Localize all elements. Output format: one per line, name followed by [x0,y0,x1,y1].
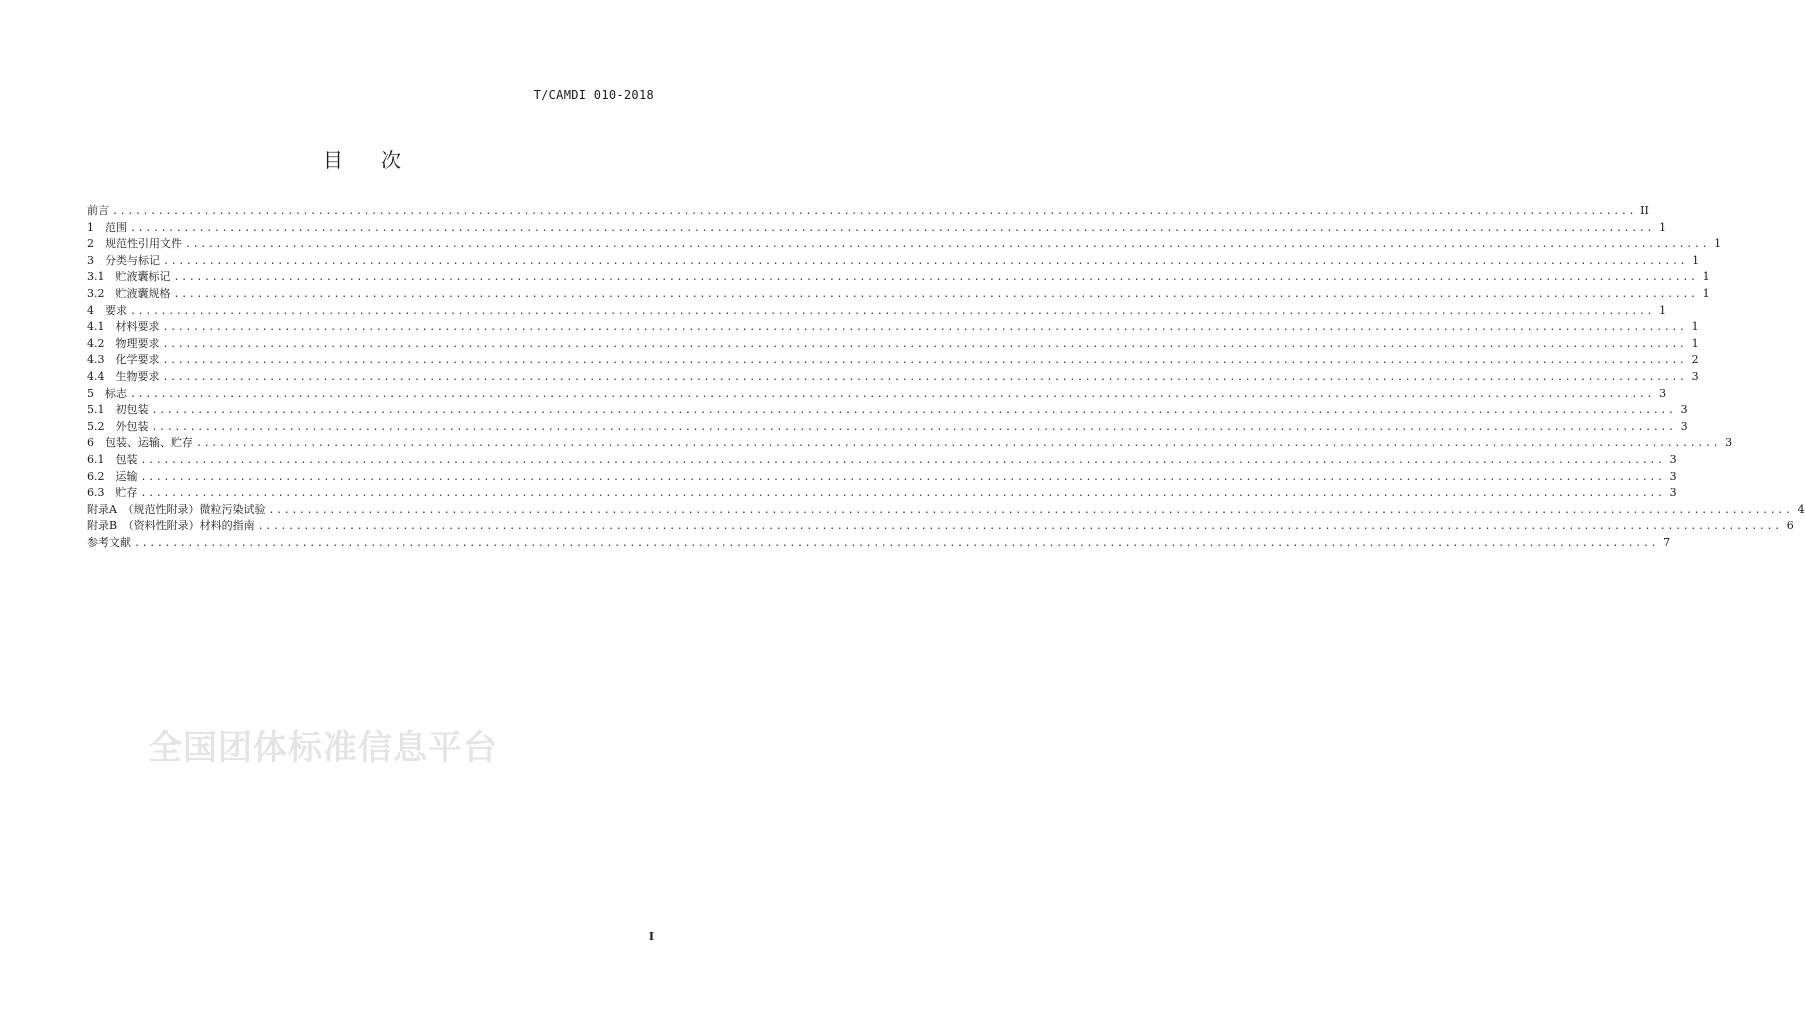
toc-entry[interactable] [87,253,1700,270]
dot-leader: ........................................................................................................................................................................................................ [140,488,1665,500]
toc-entry-page: 1 [1692,253,1700,267]
toc-entry-page: 3 [1691,369,1699,383]
page-number: I [648,930,654,943]
toc-entry-page: 1 [1659,220,1667,234]
dot-leader: ........................................................................................................................................................................................................ [185,239,1710,251]
dot-leader: ........................................................................................................................................................................................................ [173,272,1698,284]
toc-entry[interactable] [87,236,1722,253]
dot-leader: ........................................................................................................................................................................................................ [162,371,1687,383]
dot-leader: ........................................................................................................................................................................................................ [112,206,1637,217]
toc-entry-label: 6 包装、运输、贮存 [87,436,193,450]
toc-entry-label: 4.3 化学要求 [87,353,160,367]
dot-leader: ........................................................................................................................................................................................................ [162,338,1687,350]
toc-entry-label: 5.2 外包装 [87,419,149,433]
toc-entry-label: 前言 [87,204,109,217]
toc-entry-page: 1 [1702,286,1710,300]
toc-entry[interactable] [87,269,1710,286]
dot-leader: ........................................................................................................................................................................................................ [134,537,1659,549]
toc-entry[interactable] [87,452,1677,469]
toc-entry[interactable] [87,352,1699,369]
toc-entry-label: 5 标志 [87,386,127,400]
toc-entry[interactable] [87,535,1671,552]
toc-entry-page: 3 [1669,469,1677,483]
toc-entry-label: 4 要求 [87,303,127,317]
dot-leader: ........................................................................................................................................................................................................ [173,288,1698,300]
toc-entry-page: 1 [1702,270,1710,284]
toc-entry-page: 3 [1725,436,1733,450]
toc-entry-label: 附录A （规范性附录）微粒污染试验 [87,502,266,516]
toc-entry[interactable] [87,469,1677,486]
dot-leader: ........................................................................................................................................................................................................ [257,521,1782,533]
toc-entry-page: 4 [1797,502,1805,516]
dot-leader: ........................................................................................................................................................................................................ [162,355,1687,367]
document-id: T/CAMDI 010-2018 [533,88,654,102]
dot-leader: ........................................................................................................................................................................................................ [130,222,1655,234]
toc-entry[interactable] [87,203,1649,220]
toc-entry-label: 3.1 贮液囊标记 [87,270,171,284]
title-char-2: 次 [381,148,401,172]
toc-entry-page: 1 [1691,336,1699,350]
dot-leader: ........................................................................................................................................................................................................ [130,388,1655,400]
toc-entry[interactable] [87,303,1667,320]
toc-entry-page: 6 [1786,519,1794,533]
watermark: 全国团体标准信息平台 [148,728,498,768]
toc-entry-label: 4.2 物理要求 [87,336,160,350]
dot-leader: ........................................................................................................................................................................................................ [151,405,1676,417]
toc-entry-label: 5.1 初包装 [87,403,149,417]
dot-leader: ........................................................................................................................................................................................................ [151,421,1676,433]
toc-entry-label: 4.4 生物要求 [87,369,160,383]
toc-entry-page: 3 [1669,452,1677,466]
toc-entry[interactable] [87,369,1699,386]
toc-entry-page: 2 [1691,353,1699,367]
toc-entry-label: 3.2 贮液囊规格 [87,286,171,300]
dot-leader: ........................................................................................................................................................................................................ [268,504,1793,516]
title-char-1: 目 [323,148,343,172]
toc-entry[interactable] [87,502,1805,519]
toc-entry[interactable] [87,286,1710,303]
toc-entry[interactable] [87,518,1794,535]
toc-entry-label: 3 分类与标记 [87,253,160,267]
dot-leader: ........................................................................................................................................................................................................ [163,255,1688,267]
dot-leader: ........................................................................................................................................................................................................ [140,454,1665,466]
toc-entry[interactable] [87,220,1667,237]
toc-entry-label: 参考文献 [87,535,131,549]
dot-leader: ........................................................................................................................................................................................................ [130,305,1655,317]
toc-entry-label: 6.1 包装 [87,452,138,466]
toc-entry-label: 4.1 材料要求 [87,320,160,334]
page-title [0,144,724,173]
dot-leader: ........................................................................................................................................................................................................ [140,471,1665,483]
dot-leader: ........................................................................................................................................................................................................ [162,322,1687,334]
table-of-contents [87,203,1805,551]
toc-entry[interactable] [87,402,1688,419]
toc-entry-page: 1 [1659,303,1667,317]
dot-leader: ........................................................................................................................................................................................................ [196,438,1721,450]
toc-entry-page: 1 [1691,320,1699,334]
toc-entry[interactable] [87,336,1699,353]
toc-entry[interactable] [87,435,1733,452]
toc-entry-label: 2 规范性引用文件 [87,237,182,251]
toc-entry-label: 1 范围 [87,220,127,234]
toc-entry-page: 3 [1680,419,1688,433]
toc-entry[interactable] [87,386,1667,403]
toc-entry-label: 6.2 运输 [87,469,138,483]
toc-entry-page: 3 [1669,486,1677,500]
toc-entry-page: II [1640,204,1649,217]
toc-entry-page: 1 [1714,237,1722,251]
toc-entry-label: 6.3 贮存 [87,486,138,500]
toc-entry[interactable] [87,419,1688,436]
toc-entry-page: 3 [1659,386,1667,400]
toc-entry[interactable] [87,485,1677,502]
toc-entry-page: 7 [1663,535,1671,549]
toc-entry-page: 3 [1680,403,1688,417]
toc-entry-label: 附录B （资料性附录）材料的指南 [87,519,255,533]
toc-entry[interactable] [87,319,1699,336]
